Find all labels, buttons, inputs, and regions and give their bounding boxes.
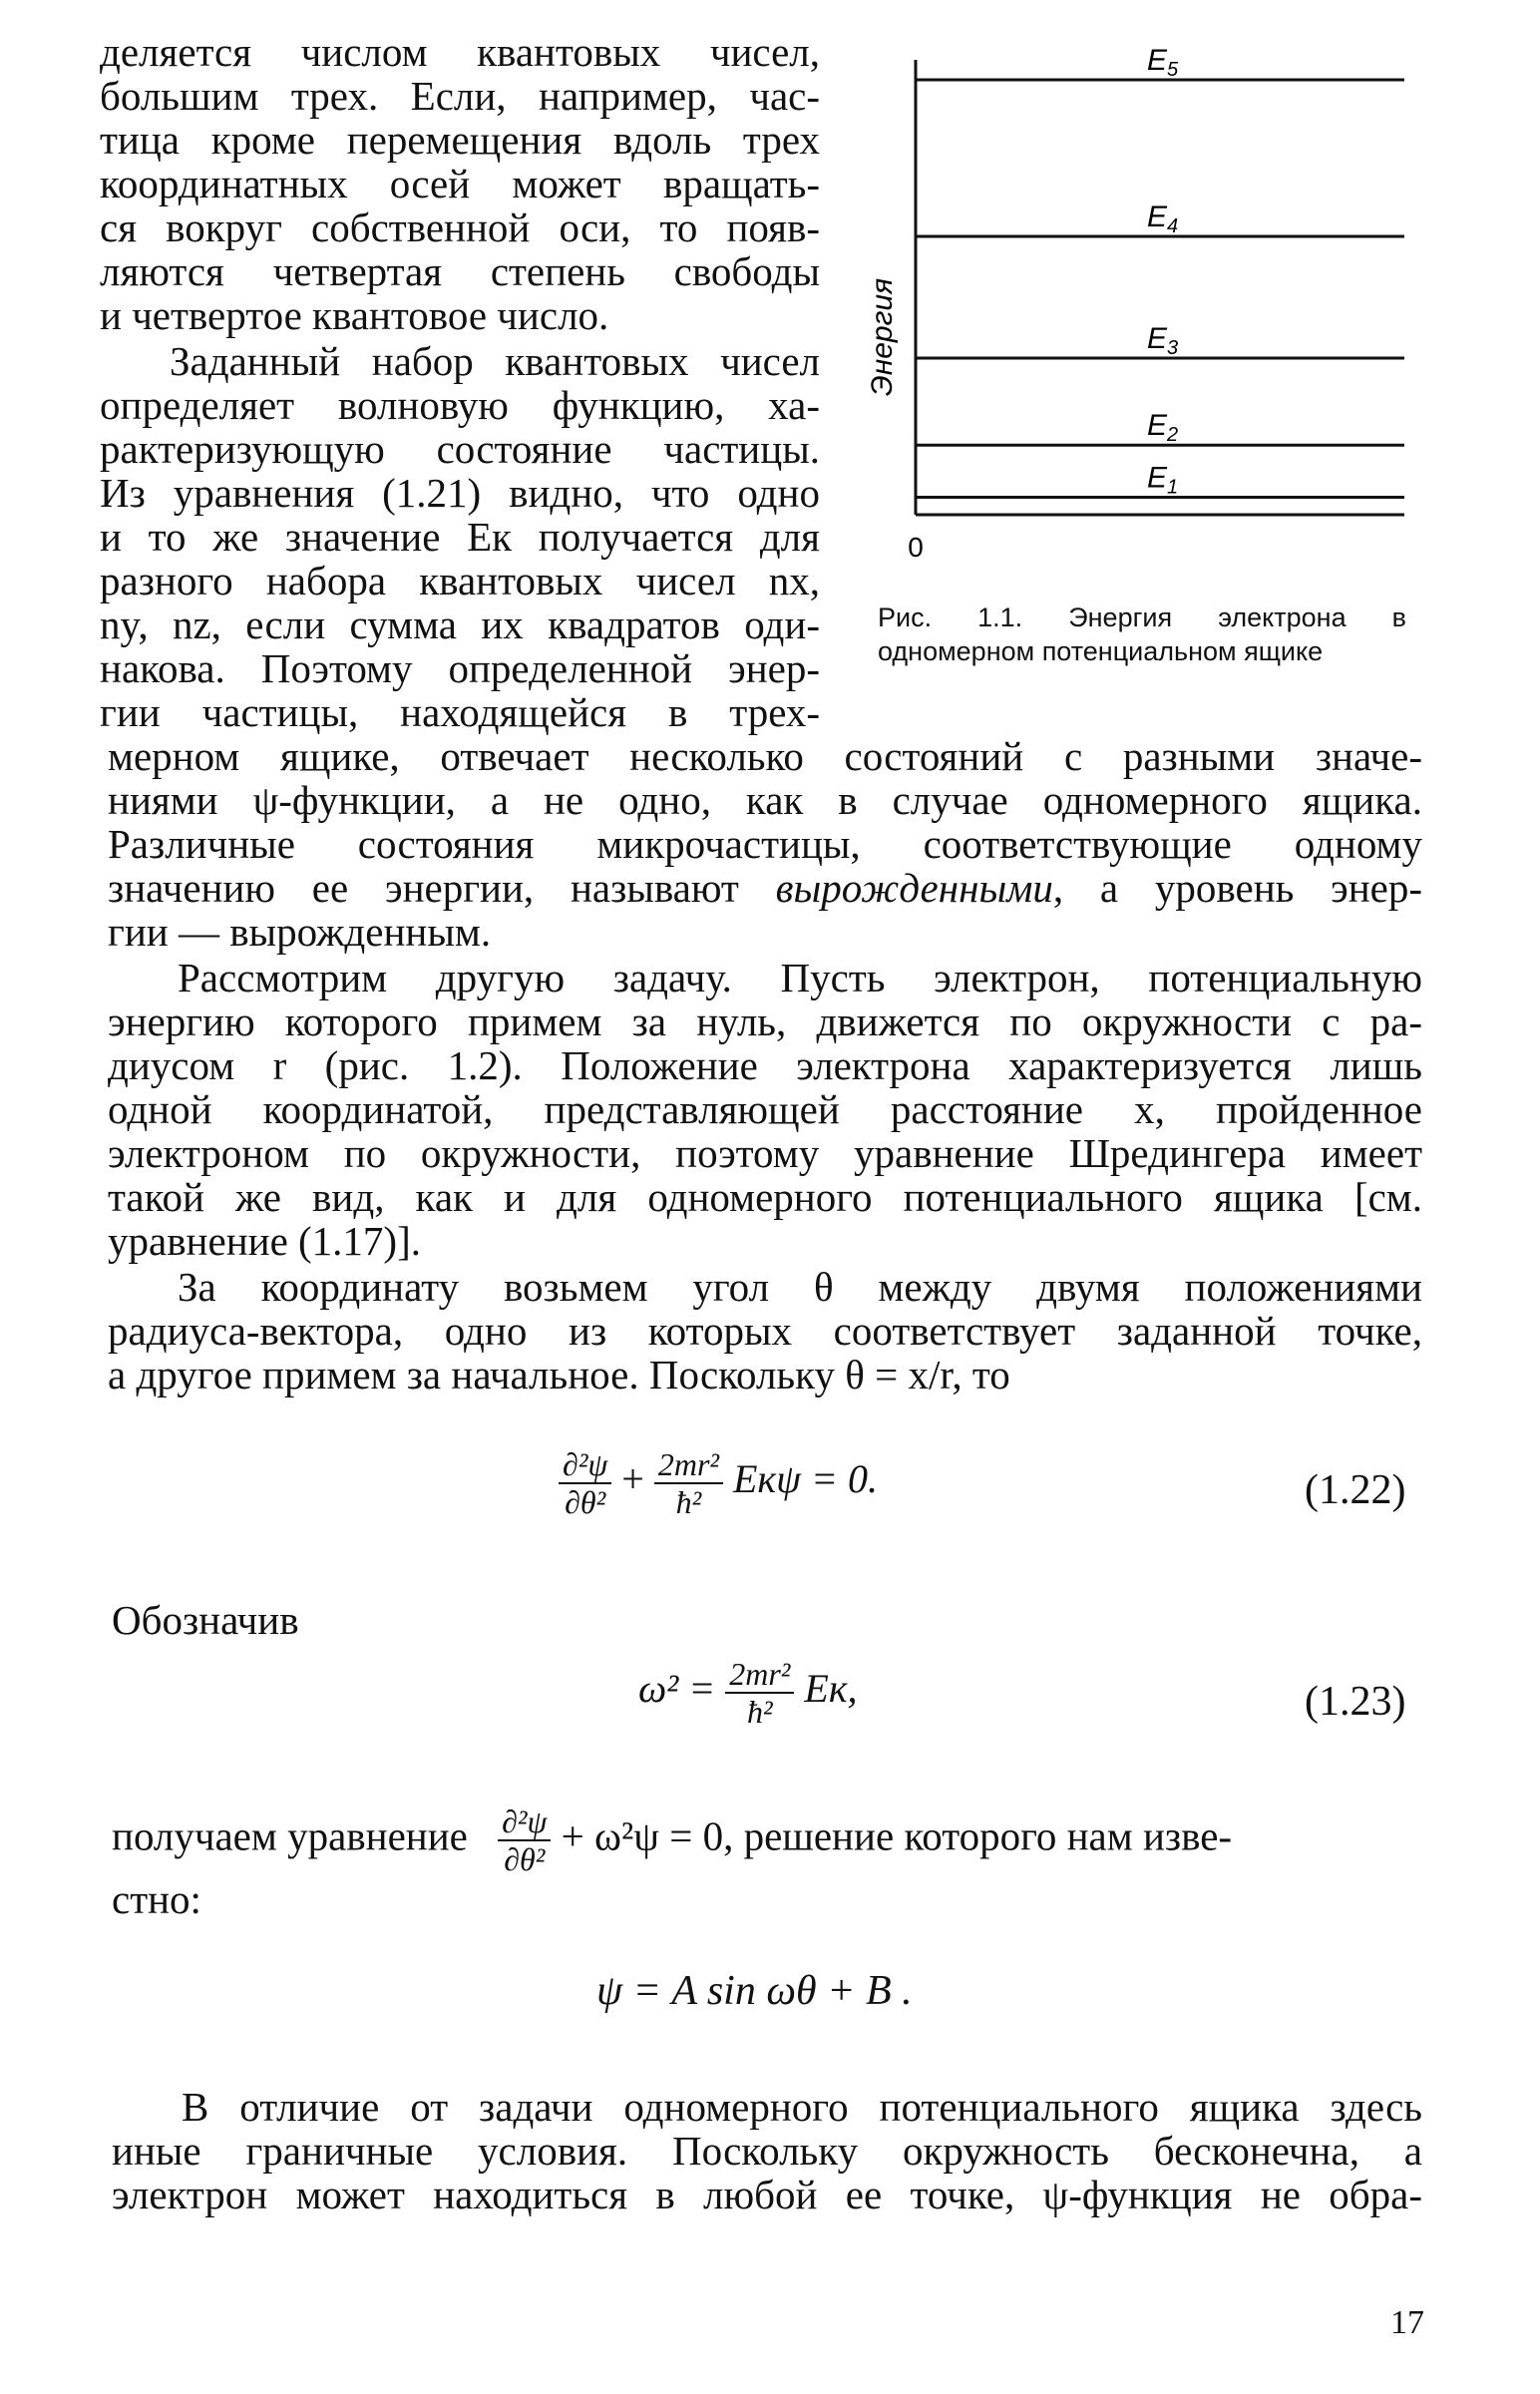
defined-term: вырожденными [775,865,1053,911]
text-segment: , а уровень энер- [1052,865,1423,911]
energy-level-label: $E_1$ [1147,461,1179,499]
equation-tail: Eкψ = 0. [733,1456,878,1502]
energy-level-label: $E_5$ [1147,44,1179,81]
text-line: ляются четвертая степень свободы [100,248,820,294]
paragraph-4 [108,1265,1422,1396]
text-line: электрон может находиться в любой ее точке, ψ-функция не обра- [112,2172,1422,2217]
text-line: В отличие от задачи одномерного потенциального ящика здесь [182,2084,1422,2130]
text-line: Рассмотрим другую задачу. Пусть электрон, потенциальную [178,955,1422,1000]
text-line: гии частицы, находящейся в трех- [100,689,820,735]
energy-level-label: $E_3$ [1147,322,1179,360]
denominator: ∂θ² [565,1484,606,1520]
caption-line: одномерном потенциальном ящике [878,636,1324,666]
paragraph-1 [100,30,820,337]
energy-axis-label: Энергия [866,277,899,397]
equation-1-23 [638,1656,858,1730]
text-segment: значению ее энергии, называют [108,865,776,911]
text-line: и четвертое квантовое число. [100,292,609,338]
text-line: и то же значение Eк получается для [100,514,820,560]
paragraph-6 [112,2085,1422,2216]
equation-1-22 [559,1446,878,1520]
text-line: стно: [112,1876,201,1922]
text-line: накова. Поэтому определенной энер- [100,645,820,691]
text-line: Заданный набор квантовых чисел [170,338,820,384]
text-line: одной координатой, представляющей расстояние x, пройденное [108,1086,1422,1132]
text-line: координатных осей может вращать- [100,161,820,206]
text-line: такой же вид, как и для одномерного потенциального ящика [см. [108,1174,1422,1220]
equation-number: (1.23) [1305,1679,1406,1725]
numerator: 2mr² [725,1656,794,1694]
text-line: большим трех. Если, например, час- [100,73,820,119]
caption-line: Рис. 1.1. Энергия электрона в [878,602,1406,632]
energy-level-diagram [858,40,1416,559]
denominator: ħ² [675,1484,702,1520]
text-line: иные граничные условия. Поскольку окружность бесконечна, а [112,2128,1422,2174]
fraction [654,1446,723,1520]
text-line: гии — вырожденным. [108,909,492,955]
paragraph-5 [112,1803,1422,1921]
denominator: ∂θ² [504,1841,546,1877]
fraction [559,1446,611,1520]
text-segment: получаем уравнение [112,1812,468,1859]
solution-equation: ψ = A sin ωθ + B . [596,1968,913,2014]
page-number: 17 [1390,2304,1424,2341]
text-line-with-term [108,866,1422,910]
text-line: ниями ψ-функции, а не одно, как в случае одномерного ящика. [108,777,1422,823]
text-line: деляется числом квантовых чисел, [100,29,820,75]
text-line: диусом r (рис. 1.2). Положение электрона характеризуется лишь [108,1042,1422,1088]
paragraph-2-narrow [100,339,820,734]
energy-levels [916,44,1404,499]
numerator: 2mr² [654,1446,723,1484]
text-line: разного набора квантовых чисел nx, [100,558,820,603]
text-line: уравнение (1.17)]. [108,1218,421,1264]
text-line: ny, nz, если сумма их квадратов оди- [100,601,820,647]
equation-lhs: ω² = [638,1666,716,1712]
text-segment: , решение которого нам изве- [723,1812,1233,1859]
text-line: а другое примем за начальное. Поскольку θ = x/r, то [108,1352,1010,1397]
text-line: тица кроме перемещения вдоль трех [100,117,820,163]
text-line: электроном по окружности, поэтому уравнение Шредингера имеет [108,1130,1422,1176]
text-line: За координату возьмем угол θ между двумя положениями [178,1264,1422,1310]
fraction [725,1656,794,1730]
inline-equation: + ω²ψ = 0 [561,1812,724,1859]
text-line: рактеризующую состояние частицы. [100,426,820,472]
equation-tail: Eк, [804,1666,858,1712]
energy-level-svg [858,40,1416,559]
inline-fraction [498,1803,551,1877]
denominator: ħ² [747,1694,773,1730]
numerator: ∂²ψ [498,1803,551,1841]
plus-sign: + [621,1456,644,1502]
numerator: ∂²ψ [559,1446,611,1484]
energy-level-label: $E_4$ [1147,200,1179,237]
text-line: энергию которого примем за нуль, движется по окружности с ра- [108,998,1422,1044]
equation-number: (1.22) [1305,1467,1406,1513]
text-line: радиуса-вектора, одно из которых соответствует заданной точке, [108,1308,1422,1354]
denote-text: Обозначив [112,1597,299,1643]
text-line: определяет волновую функцию, ха- [100,382,820,428]
text-line: Из уравнения (1.21) видно, что одно [100,470,820,516]
energy-level-label: $E_2$ [1147,409,1179,447]
figure-caption [878,600,1406,668]
text-line: Различные состояния микрочастицы, соответствующие одному [108,821,1422,867]
text-line: мерном ящике, отвечает несколько состояний с разными значе- [108,733,1422,779]
paragraph-2-wide [108,734,1422,954]
text-line: ся вокруг собственной оси, то появ- [100,204,820,250]
paragraph-3 [108,956,1422,1263]
origin-label: 0 [908,532,924,559]
text-line-with-equation [112,1803,1422,1877]
